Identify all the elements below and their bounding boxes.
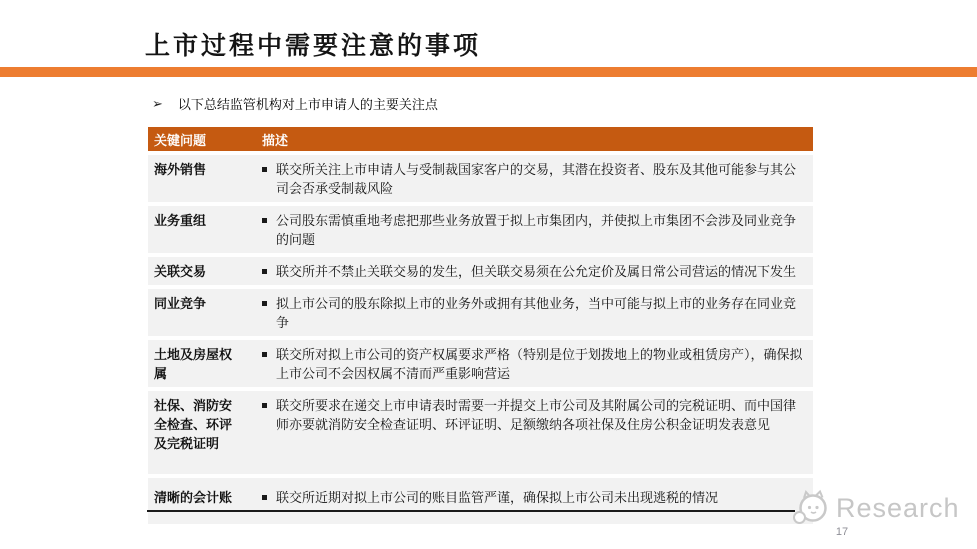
table-row [148,289,813,336]
accent-divider-bar [0,67,977,77]
table-row [148,206,813,253]
row-key: 业务重组 [154,213,207,228]
square-bullet-icon [262,301,267,306]
row-description: 公司股东需慎重地考虑把那些业务放置于拟上市集团内，并使拟上市集团不会涉及同业竞争的问题 [276,213,797,247]
page-number: 17 [835,526,849,538]
table-row [148,478,813,524]
arrow-bullet-icon: ➢ [152,96,163,111]
intro-bullet-text: 以下总结监管机构对上市申请人的主要关注点 [177,97,438,112]
intro-bullet-line [152,94,438,113]
row-description: 联交所近期对拟上市公司的账目监管严谨，确保拟上市公司未出现逃税的情况 [276,490,719,505]
square-bullet-icon [262,352,267,357]
row-key: 土地及房屋权属 [154,347,233,381]
square-bullet-icon [262,403,267,408]
header-key-issue: 关键问题 [154,132,207,148]
page-title: 上市过程中需要注意的事项 [145,31,482,60]
table-row [148,257,813,285]
row-key: 社保、消防安全检查、环评及完税证明 [154,398,233,451]
table-row [148,155,813,202]
row-description: 联交所对拟上市公司的资产权属要求严格（特别是位于划拨地上的物业或租赁房产），确保拟上市公司不会因权属不清而严重影响营运 [276,347,803,381]
row-description: 联交所要求在递交上市申请表时需要一并提交上市公司及其附属公司的完税证明、而中国律师亦要就消防安全检查证明、环评证明、足额缴纳各项社保及住房公积金证明发表意见 [276,398,797,432]
row-key: 清晰的会计账 [154,490,233,505]
square-bullet-icon [262,167,267,172]
row-key: 同业竞争 [154,296,207,311]
mascot-face-icon [791,489,831,527]
table-row [148,340,813,387]
key-issues-table [148,127,813,524]
footer-divider-line [147,510,795,512]
brand-text: Research [836,492,960,523]
square-bullet-icon [262,495,267,500]
table-row [148,391,813,474]
row-description: 联交所关注上市申请人与受制裁国家客户的交易，其潜在投资者、股东及其他可能参与其公司会否承受制裁风险 [276,162,797,196]
row-key: 关联交易 [154,264,207,279]
header-description: 描述 [262,132,289,148]
square-bullet-icon [262,269,267,274]
watermark-logo [791,489,960,527]
table-header-row [148,127,813,151]
square-bullet-icon [262,218,267,223]
row-description: 拟上市公司的股东除拟上市的业务外或拥有其他业务，当中可能与拟上市的业务存在同业竞争 [276,296,797,330]
row-key: 海外销售 [154,162,207,177]
row-description: 联交所并不禁止关联交易的发生，但关联交易须在公允定价及属日常公司营运的情况下发生 [276,264,797,279]
